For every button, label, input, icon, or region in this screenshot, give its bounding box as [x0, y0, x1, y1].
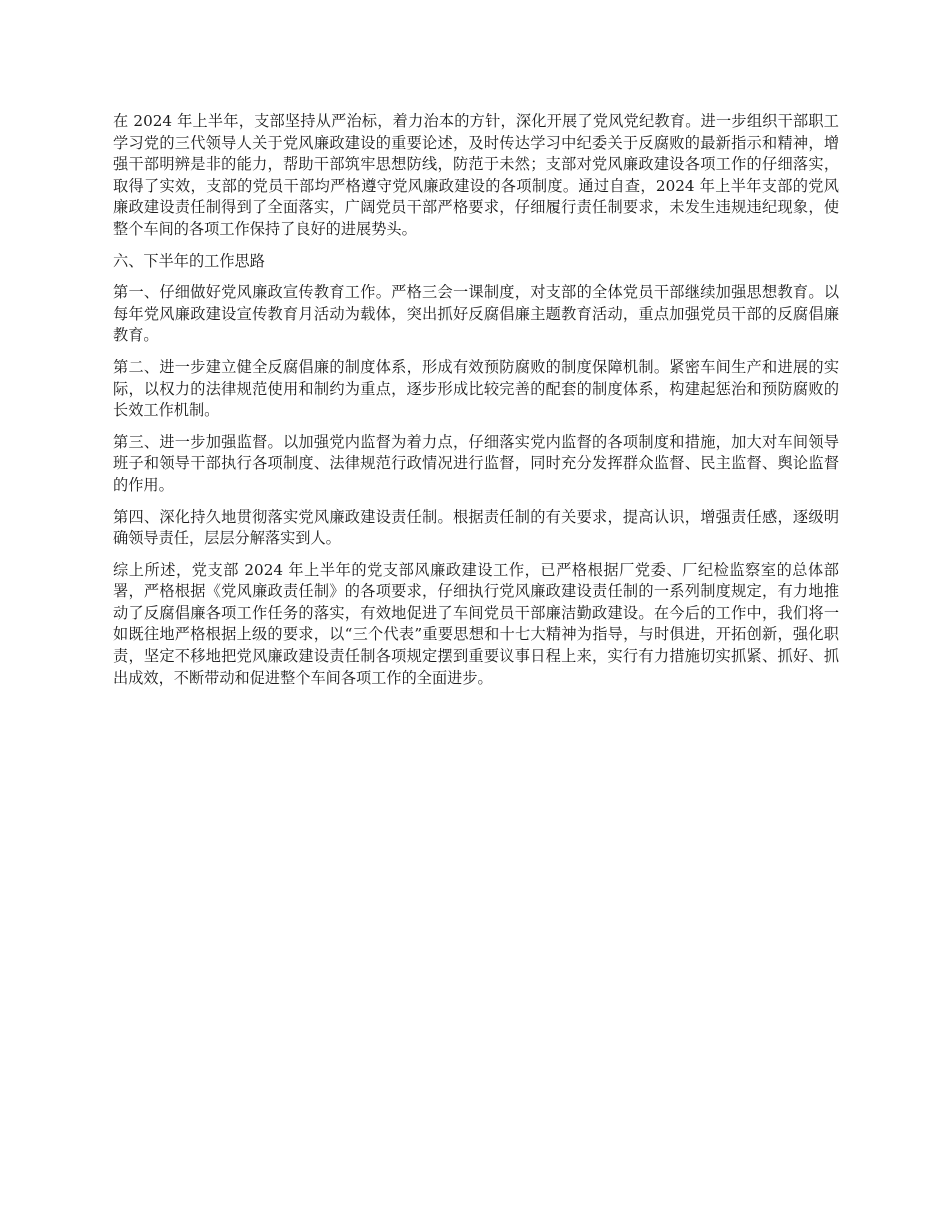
- paragraph-conclusion: 综上所述，党支部 2024 年上半年的党支部风廉政建设工作，已严格根据厂党委、厂纪检监察室的总体部署，严格根据《党风廉政责任制》的各项要求，仔细执行党风廉政建设责任制的一系列制度规定，有力地推动了反腐倡廉各项工作任务的落实，有效地促进了车间党员干部廉洁勤政建设。在今后的工作中，我们将一如既往地严格根据上级的要求，以“三个代表”重要思想和十七大精神为指导，与时俱进，开拓创新，强化职责，坚定不移地把党风廉政建设责任制各项规定摆到重要议事日程上来，实行有力措施切实抓紧、抓好、抓出成效，不断带动和促进整个车间各项工作的全面进步。: [113, 560, 839, 687]
- paragraph-point-two: 第二、进一步建立健全反腐倡廉的制度体系，形成有效预防腐败的制度保障机制。紧密车间生产和进展的实际，以权力的法律规范使用和制约为重点，逐步形成比较完善的配套的制度体系，构建起惩治和预防腐败的长效工作机制。: [113, 357, 839, 420]
- paragraph-point-four: 第四、深化持久地贯彻落实党风廉政建设责任制。根据责任制的有关要求，提高认识，增强责任感，逐级明确领导责任，层层分解落实到人。: [113, 507, 839, 548]
- paragraph-point-three: 第三、进一步加强监督。以加强党内监督为着力点，仔细落实党内监督的各项制度和措施，加大对车间领导班子和领导干部执行各项制度、法律规范行政情况进行监督，同时充分发挥群众监督、民主监督、舆论监督的作用。: [113, 432, 839, 494]
- document-body: [113, 111, 839, 699]
- paragraph-point-one: 第一、仔细做好党风廉政宣传教育工作。严格三会一课制度，对支部的全体党员干部继续加强思想教育。以每年党风廉政建设宣传教育月活动为载体，突出抓好反腐倡廉主题教育活动，重点加强党员干部的反腐倡廉教育。: [113, 283, 839, 345]
- paragraph-summary-first-half: 在 2024 年上半年，支部坚持从严治标，着力治本的方针，深化开展了党风党纪教育。进一步组织干部职工学习党的三代领导人关于党风廉政建设的重要论述，及时传达学习中纪委关于反腐败的最新指示和精神，增强干部明辨是非的能力，帮助干部筑牢思想防线，防范于未然；支部对党风廉政建设各项工作的仔细落实，取得了实效，支部的党员干部均严格遵守党风廉政建设的各项制度。通过自查，2024 年上半年支部的党风廉政建设责任制得到了全面落实，广阔党员干部严格要求，仔细履行责任制要求，未发生违规违纪现象，使整个车间的各项工作保持了良好的进展势头。: [113, 112, 839, 238]
- section-heading-second-half-plan: 六、下半年的工作思路: [113, 251, 265, 270]
